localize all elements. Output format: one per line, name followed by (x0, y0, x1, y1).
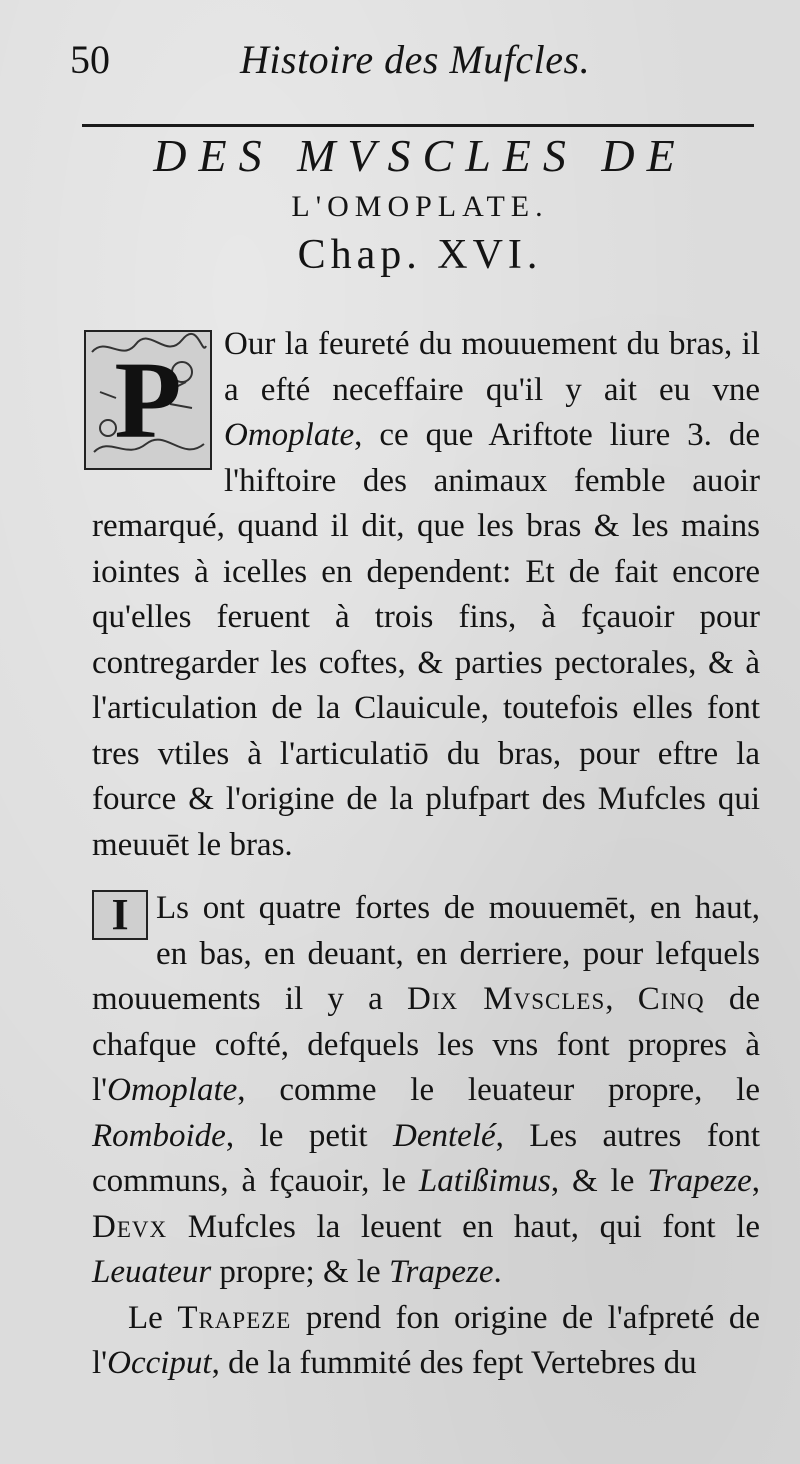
small-caps-term: Cinq (637, 981, 705, 1017)
text-run: prend fon origine de l'afpreté de l' (92, 1299, 760, 1381)
text-run: . (493, 1254, 502, 1290)
text-run: , le petit (225, 1117, 394, 1154)
italic-term: Omoplate (224, 417, 355, 453)
chapter-title-line1: DES MVSCLES DE (153, 130, 687, 181)
chapter-number: Chap. XVI. (297, 232, 543, 278)
chapter-heading (80, 128, 760, 280)
paragraph-1 (92, 322, 760, 868)
initial-letter-p: P (114, 339, 182, 461)
text-run: propre; & le (211, 1254, 389, 1290)
running-head (70, 36, 760, 96)
italic-term: Dentelé (393, 1117, 496, 1154)
text-run: , de la fummité des fept Vertebres du (211, 1345, 697, 1381)
italic-term: Romboide (92, 1117, 226, 1154)
text-run: Mufcles la leuent en haut, qui font le (167, 1208, 760, 1245)
chapter-title-line2: L'OMOPLATE. (291, 190, 549, 223)
text-run: , & le (550, 1163, 648, 1199)
text-run: , Les autres font communs, à fçauoir, le (92, 1117, 760, 1199)
italic-term: Leuateur (92, 1254, 212, 1290)
text-run: de chafque cofté, defquels les vns font propres à l' (92, 981, 760, 1108)
ornamental-initial (84, 330, 212, 470)
text-run: Our la feureté du mouuement du bras, il a efté neceffaire qu'il y ait eu vne (224, 326, 760, 408)
small-caps-term: Dix Mvscles (406, 981, 606, 1017)
page-number: 50 (70, 37, 110, 82)
italic-term: Occiput (107, 1345, 212, 1381)
running-title: Histoire des Mufcles. (240, 37, 591, 82)
text-run: , comme le leuateur propre, le (237, 1072, 760, 1108)
italic-term: Omoplate (107, 1072, 238, 1108)
italic-term: Trapeze (647, 1163, 752, 1199)
text-run: , (605, 981, 638, 1017)
initial-letter-i: I (111, 890, 129, 939)
body-text (92, 322, 760, 1387)
italic-term: Trapeze (388, 1254, 494, 1290)
text-run: , (751, 1163, 760, 1199)
ornamental-initial-small (92, 890, 148, 940)
small-caps-term: Trapeze (177, 1299, 292, 1336)
paragraph-2 (92, 886, 760, 1296)
small-caps-term: Devx (92, 1208, 168, 1245)
header-rule (82, 124, 754, 127)
text-run: Le (128, 1299, 178, 1336)
text-run: , ce que Ariftote liure 3. de l'hiftoire des animaux femble auoir remarqué, quand il dit, que les bras & les mains iointes à icelles en dependent: Et de fait encore qu'elles feruent à trois fins, à fçauoir pour contregarder les coftes, & parties pectorales, & à l'articulation de la Clauicule, toutefois elles font tres vtiles à l'articulatiō du bras, pour eftre la fource & l'origine de la plufpart des Mufcles qui meuuēt le bras. (92, 417, 760, 863)
italic-term: Latißimus (418, 1163, 551, 1199)
text-run: Ls ont quatre fortes de mouuemēt, en haut, en bas, en deuant, en derriere, pour lefquels mouuements il y a (92, 890, 760, 1017)
paragraph-3 (92, 1296, 760, 1387)
